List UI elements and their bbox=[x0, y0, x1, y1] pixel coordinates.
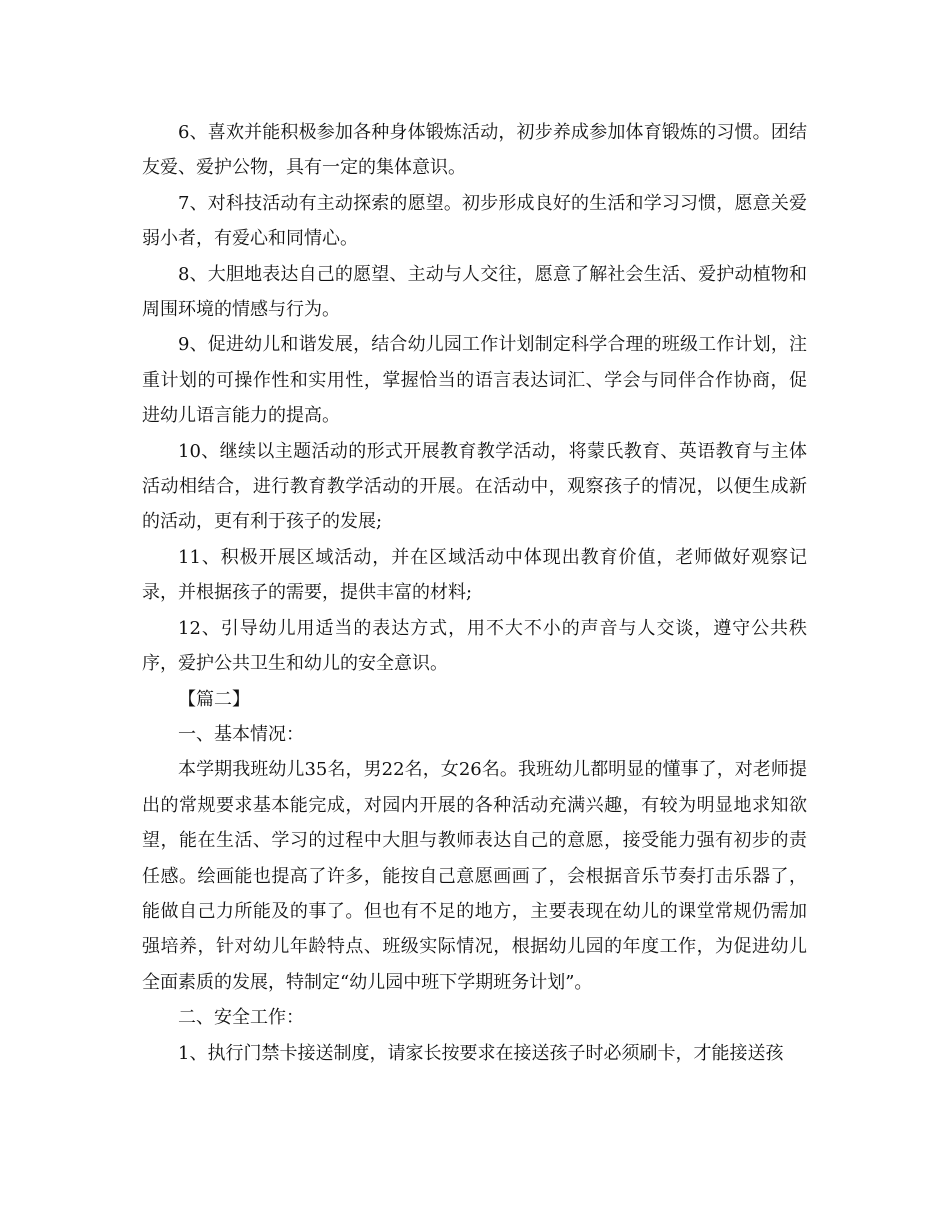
paragraph-safety-item-1: 1、执行门禁卡接送制度，请家长按要求在接送孩子时必须刷卡，才能接送孩 bbox=[178, 1042, 784, 1064]
paragraph-basic-situation: 本学期我班幼儿35名，男22名，女26名。我班幼儿都明显的懂事了，对老师提出的常规要求基本能完成，对园内开展的各种活动充满兴趣，有较为明显地求知欲望，能在生活、学习的过程中大胆与教师表达自己的意愿，接受能力强有初步的责任感。绘画能也提高了许多，能按自己意愿画画了，会根据音乐节奏打击乐器了，能做自己力所能及的事了。但也有不足的地方，主要表现在幼儿的课堂常规仍需加强培养，针对幼儿年龄特点、班级实际情况，根据幼儿园的年度工作，为促进幼儿全面素质的发展，特制定“幼儿园中班下学期班务计划”。 bbox=[142, 759, 807, 993]
section-heading-basic-situation: 一、基本情况： bbox=[178, 723, 304, 745]
paragraph-item-9: 9、促进幼儿和谐发展，结合幼儿园工作计划制定科学合理的班级工作计划，注重计划的可操作性和实用性，掌握恰当的语言表达词汇、学会与同伴合作协商，促进幼儿语言能力的提高。 bbox=[142, 334, 807, 427]
paragraph-item-11: 11、积极开展区域活动，并在区域活动中体现出教育价值，老师做好观察记录，并根据孩子的需要，提供丰富的材料; bbox=[142, 546, 807, 604]
paragraph-item-10: 10、继续以主题活动的形式开展教育教学活动，将蒙氏教育、英语教育与主体活动相结合，进行教育教学活动的开展。在活动中，观察孩子的情况，以便生成新的活动，更有利于孩子的发展; bbox=[142, 440, 807, 533]
section-heading-part-two: 【篇二】 bbox=[178, 688, 250, 710]
paragraph-item-7: 7、对科技活动有主动探索的愿望。初步形成良好的生活和学习习惯，愿意关爱弱小者，有爱心和同情心。 bbox=[142, 192, 807, 250]
section-heading-safety-work: 二、安全工作： bbox=[178, 1007, 304, 1029]
paragraph-item-12: 12、引导幼儿用适当的表达方式，用不大不小的声音与人交谈，遵守公共秩序，爱护公共卫生和幼儿的安全意识。 bbox=[142, 617, 807, 675]
paragraph-item-6: 6、喜欢并能积极参加各种身体锻炼活动，初步养成参加体育锻炼的习惯。团结友爱、爱护公物，具有一定的集体意识。 bbox=[142, 122, 807, 179]
paragraph-item-8: 8、大胆地表达自己的愿望、主动与人交往，愿意了解社会生活、爱护动植物和周围环境的情感与行为。 bbox=[142, 263, 807, 321]
document-body bbox=[142, 115, 807, 1071]
